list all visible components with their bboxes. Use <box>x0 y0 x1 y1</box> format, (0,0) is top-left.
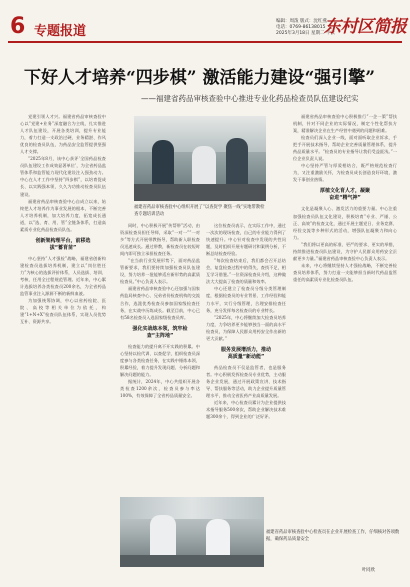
article-column-3 <box>206 222 286 492</box>
paragraph: 党建引领人才兴。福建省药品审核查验中心以“党建+业务”深度融合为主线，扎实推进人才队伍建设，开展各类培训，提升专业能力，着力打造一支政治过硬、业务精湛、作风优良的检查员队伍，为药品安全监管提供坚强人才支撑。 <box>20 114 106 155</box>
article-column-1 <box>20 113 106 571</box>
paragraph: 药品检查员不仅是监管者，也是服务者。中心积极发挥检查员专业优势，主动服务企业发展，通过开展政策宣讲、技术指导、帮扶服务等活动，助力企业提升质量管理水平，推动全省医药产业高质量发展。 <box>206 364 286 398</box>
photo-caption: 福建省药品审核查验中心检查员在企业开展检查工作，仔细核对各项数据，确保药品质量安全 <box>266 530 400 542</box>
paragraph: 福建省药品审核查验中心还加强与国家药监局核查中心、兄弟省份检查机构的交流合作，选派优秀检查员参加国家级检查任务，在实战中历练成长。截至目前，中心已有58名检查员入选国家级检查员库。 <box>120 286 200 320</box>
paragraph: “2025年，中心将继续加大检查员培养力度，力争培养更多能够独当一面的高水平检查员，为保障人民群众用药安全作出新的更大贡献。” <box>206 314 286 341</box>
article-column-4 <box>293 113 397 525</box>
header-meta-line: 2025年3月18日 星期二 不云 <box>276 31 335 36</box>
paragraph: 福建省药品审核查验中心积极推行“一企一策”帮扶机制，针对不同企业的实际情况，制定个性化帮扶方案，精准解决企业在生产经营中遇到的问题和困难。 <box>293 114 397 134</box>
paragraph: 文化是凝聚人心、激发活力的重要力量。中心注重加强检查员队伍文化建设，积极培育“专业、严谨、公正、高效”的检查文化，通过开展主题党日、业务竞赛、经验交流等多种形式的活动，增强队伍凝聚力和向心力。 <box>293 206 397 240</box>
paragraph: 这位检查员表示，在实际工作中，通过一次次的现场检查，自己的专业能力得到了快速提升。中心针对检查中发现的共性问题，及时组织开展专题研讨和案例分析，不断总结检查经验。 <box>206 223 286 257</box>
article-subhead: ——福建省药品审核查验中心推进专业化药品检查员队伍建设纪实 <box>141 94 359 103</box>
page-number: 6 <box>10 14 26 39</box>
paragraph: 中心坚持“人才强检”战略，福建省创新构建检查员选拔培养机制，建立以“岗位胜任力”为核心的选拔评价体系，人员选拔、培训、考核、任用全过程规范管理。近年来，中心累计选拔培养各类检查员200余名，为全省药品监管事业注入源源不断的新鲜血液。 <box>20 255 106 297</box>
article-photo-inspection-training <box>134 116 266 201</box>
paragraph: 检查员们深入企业一线，面对面听取企业诉求，手把手开展技术指导，帮助企业完善质量管理体系，提升药品质量水平。“检查员的专业指导让我们受益匪浅。”一位企业负责人说。 <box>293 135 397 162</box>
paragraph: 同时，中心积极开展“传帮带”活动，由资深检查员担任导师，采取“一对一”“一对多”等方式开展带教指导，帮助新入职检查员迅速成长。通过带教，新检查员在较短时间内即可独立承担检查任务。 <box>120 223 200 257</box>
header-rule <box>8 41 402 43</box>
header-meta-line: 电话：0769-86138015 <box>276 25 326 30</box>
paragraph: 未来，中心将继续坚持人才强检战略，不断完善检查员培养体系，努力打造一支能够担当新时代药品监管重任的高素质专业化检查员队伍。 <box>293 262 397 282</box>
section-heading: 创新架构理平台，前移选 拔“蓄育苗” <box>35 237 91 251</box>
paragraph: 近年来，中心检查员累计为企业提供技术指导服务500余次，帮助企业解决技术难题300余个，得到企业的广泛好评。 <box>206 400 286 420</box>
paragraph: “在当前行业发展形势下，面对药品监管新要求，我们要持续加强检查员队伍建设，努力培养一批能够适应新形势的高素质检查员。”中心负责人表示。 <box>120 258 200 285</box>
paragraph: 检查能力的提升离不开实践的积累。中心坚持以检代训、以查促学，组织检查员深度参与各类检查任务，在实践中锤炼本领、积累经验，着力提升发现问题、分析问题和解决问题的能力。 <box>120 343 200 377</box>
article-photo-lab-inspection <box>120 497 264 567</box>
page-header <box>0 0 410 45</box>
article-author: 叶同欣 <box>362 568 375 573</box>
section-heading: 强化实战练本领，筑牢检 查“主阵地” <box>132 325 188 339</box>
paragraph: “我们将以更高的标准、更严的要求、更实的举措，持续推进检查员队伍建设，为守护人民群众用药安全贡献更多力量。”福建省药品审核查验中心负责人表示。 <box>293 241 397 261</box>
paragraph: 中心还建立了检查员分级分类管理制度，根据检查员的专业背景、工作经验和能力水平，实行分级管理，合理安排检查任务，充分发挥每名检查员的专业特长。 <box>206 286 286 313</box>
article-headline: 下好人才培养“四步棋” 激活能力建设“强引擎” <box>24 68 376 88</box>
paragraph: “2025年8月，该中心获评‘全国药品检查员队伍建设工作成效显著单位’，为全省药品监管体系和监管能力现代化建设注入强劲动力。中心在人才工作中坚持“四步棋”，以培育促成长、以实践强本领，久久为功推动检查员队伍建设。 <box>20 156 106 197</box>
paragraph: 据统计，2024年，中心共组织开展各类检查1200余次，检查员参与率达100%，有效保障了全省药品质量安全。 <box>120 378 200 398</box>
header-meta-line: 编辑：周泼 版式：沈红燕 <box>276 19 327 24</box>
paragraph: 福建省药品审核查验中心自成立以来，始终把人才培养作为事业发展的根本，不断完善人才培养机制，加大培养力度，拓宽成长通道，以“选、育、用、管”全链条体系，打造高素质专业化药品检查员队伍。 <box>20 198 106 232</box>
section-heading: 服务发展增活力，推动 高质量“新动能” <box>220 346 271 360</box>
paragraph: “每次检查结束后，我们都会召开总结会，复盘检查过程中的得失，查找不足，相互学习借鉴。”一位资深检查员介绍，这种做法大大提高了检查的质量和效率。 <box>206 258 286 285</box>
photo-caption: 福建省药品审核查验中心组织开展了“以查促学 聚焦一线”实地带教检查专题培训活动 <box>134 205 265 217</box>
paragraph: 中心坚持严管与厚爱相结合，既严格规范检查行为，又注重激励关怀，为检查员成长创造良好环境，激发干事创业热情。 <box>293 163 397 183</box>
article-column-2 <box>120 222 200 492</box>
section-heading: 厚植文化育人才，凝聚 奋进“精气神” <box>319 188 370 202</box>
paper-name: 东村区简报 <box>324 17 407 37</box>
section-tag: 专题报道 <box>34 24 87 39</box>
paragraph: 为加强统筹协调，中心以省药检院、医院、高校等相关单位为依托，构建“1+N+X”检查员队伍体系，实现人员优势互补、资源共享。 <box>20 298 106 325</box>
